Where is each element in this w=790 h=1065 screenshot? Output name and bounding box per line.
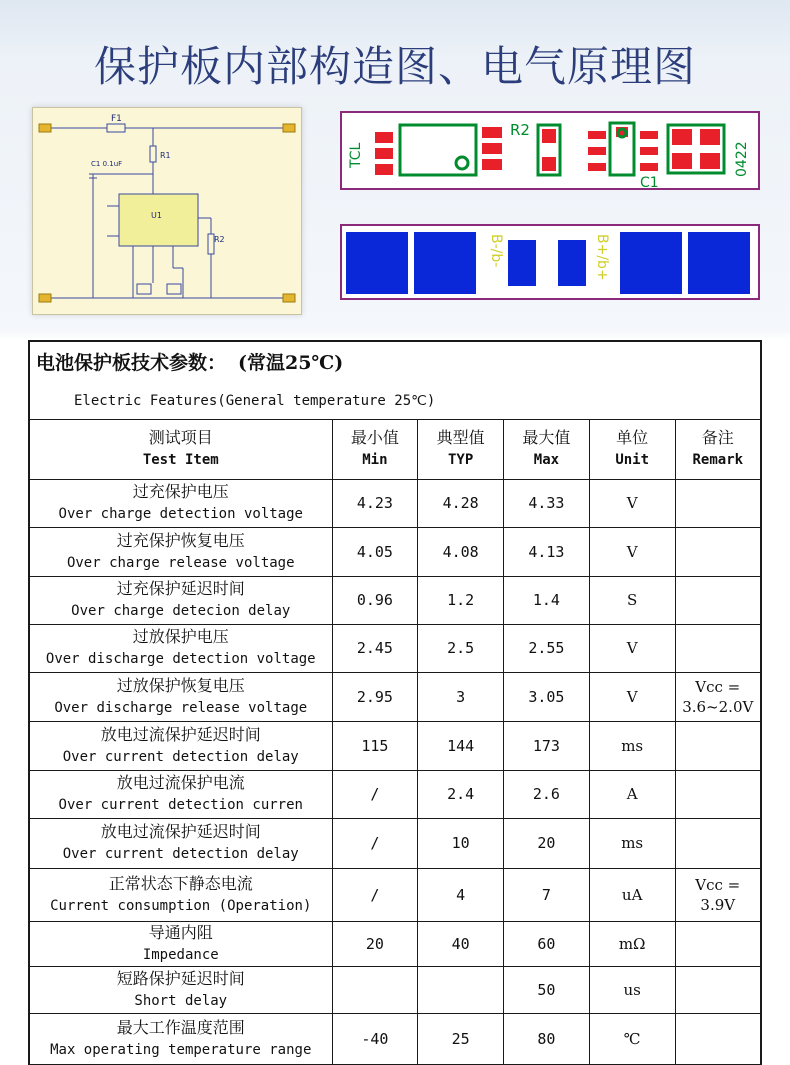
test-item-en: Over charge detection voltage [58, 506, 303, 522]
table-condition: (常温25℃) [238, 352, 344, 374]
test-item-cell [29, 818, 332, 868]
r2-pcb-label: R2 [510, 121, 530, 139]
test-item-en: Over charge detecion delay [71, 603, 291, 619]
table-row [29, 479, 761, 527]
table-row [29, 966, 761, 1013]
table-row [29, 576, 761, 624]
typ-value: 10 [418, 818, 504, 868]
test-item-cn: 正常状态下静态电流 [108, 873, 253, 893]
pcb-bottom-layout [340, 224, 760, 300]
min-value: / [332, 818, 418, 868]
column-header: 典型值 TYP [418, 419, 504, 479]
remark-line1: Vcc = [695, 875, 741, 894]
r2-label: R2 [214, 235, 225, 244]
test-item-cn: 短路保护延迟时间 [116, 968, 245, 988]
remark-line2: 3.9V [700, 895, 736, 914]
unit-value: us [589, 966, 675, 1013]
test-item-cell [29, 576, 332, 624]
column-header: 最大值 Max [504, 419, 590, 479]
test-item-cell [29, 672, 332, 721]
typ-value: 4.28 [418, 479, 504, 527]
unit-value: V [589, 624, 675, 672]
test-item-cell [29, 479, 332, 527]
column-header: 测试项目 Test Item [29, 419, 332, 479]
remark-cell [675, 818, 761, 868]
test-item-cell [29, 1013, 332, 1065]
test-item-cn: 过放保护恢复电压 [116, 675, 245, 695]
test-item-cell [29, 527, 332, 576]
table-row [29, 921, 761, 966]
test-item-cell [29, 966, 332, 1013]
max-value: 60 [504, 921, 590, 966]
remark-cell [675, 966, 761, 1013]
test-item-cell [29, 921, 332, 966]
min-value: 4.05 [332, 527, 418, 576]
typ-value: 4.08 [418, 527, 504, 576]
max-value: 80 [504, 1013, 590, 1065]
min-value: 2.45 [332, 624, 418, 672]
typ-value: 2.5 [418, 624, 504, 672]
typ-value: 2.4 [418, 770, 504, 818]
typ-value [418, 966, 504, 1013]
unit-value: V [589, 672, 675, 721]
min-value: 20 [332, 921, 418, 966]
test-item-cn: 过充保护恢复电压 [116, 530, 245, 550]
remark-cell [675, 527, 761, 576]
pcb-top-layout [340, 111, 760, 190]
min-value: 0.96 [332, 576, 418, 624]
unit-value: V [589, 479, 675, 527]
test-item-cell [29, 868, 332, 921]
typ-value: 3 [418, 672, 504, 721]
max-value: 20 [504, 818, 590, 868]
column-header-row [29, 419, 761, 479]
table-row [29, 1013, 761, 1065]
unit-value: ℃ [589, 1013, 675, 1065]
tcl-label: TCL [348, 142, 364, 168]
test-item-cn: 最大工作温度范围 [116, 1017, 245, 1037]
max-value: 1.4 [504, 576, 590, 624]
min-value: 115 [332, 721, 418, 770]
remark-cell [675, 868, 761, 921]
remark-cell [675, 479, 761, 527]
spec-table [28, 340, 762, 1065]
test-item-en: Over current detection delay [62, 748, 299, 765]
max-value: 2.55 [504, 624, 590, 672]
min-value: -40 [332, 1013, 418, 1065]
remark-cell [675, 770, 761, 818]
unit-value: S [589, 576, 675, 624]
test-item-cell [29, 770, 332, 818]
test-item-en: Over discharge release voltage [54, 699, 308, 716]
unit-value: ms [589, 818, 675, 868]
test-item-cell [29, 721, 332, 770]
unit-value: mΩ [589, 921, 675, 966]
typ-value: 4 [418, 868, 504, 921]
max-value: 50 [504, 966, 590, 1013]
table-title-en: Electric Features(General temperature 25℃) [74, 393, 436, 410]
remark-cell [675, 624, 761, 672]
circuit-schematic [32, 107, 302, 315]
test-item-en: Over current detection delay [62, 846, 299, 862]
max-value: 7 [504, 868, 590, 921]
table-header [29, 341, 761, 381]
table-row [29, 527, 761, 576]
min-value: 4.23 [332, 479, 418, 527]
max-value: 173 [504, 721, 590, 770]
remark-cell [675, 672, 761, 721]
unit-value: ms [589, 721, 675, 770]
test-item-en: Current consumption (Operation) [50, 897, 312, 914]
remark-line2: 3.6~2.0V [682, 697, 754, 716]
remark-cell [675, 1013, 761, 1065]
remark-line1: Vcc = [695, 677, 741, 696]
table-row [29, 672, 761, 721]
b-minus-label: B-/b- [488, 234, 504, 268]
min-value: / [332, 868, 418, 921]
remark-cell [675, 721, 761, 770]
c1-label: C1 0.1uF [91, 160, 123, 168]
max-value: 2.6 [504, 770, 590, 818]
max-value: 4.13 [504, 527, 590, 576]
typ-value: 1.2 [418, 576, 504, 624]
remark-cell [675, 921, 761, 966]
fuse-label: F1 [111, 114, 122, 124]
test-item-cn: 放电过流保护延迟时间 [100, 724, 261, 744]
table-row [29, 721, 761, 770]
u1-label: U1 [151, 211, 162, 220]
typ-value: 144 [418, 721, 504, 770]
column-header: 单位 Unit [589, 419, 675, 479]
test-item-cell [29, 624, 332, 672]
typ-value: 40 [418, 921, 504, 966]
test-item-cn: 放电过流保护电流 [116, 773, 245, 792]
max-value: 4.33 [504, 479, 590, 527]
test-item-cn: 过放保护电压 [132, 627, 229, 646]
board-code-label: 0422 [734, 141, 750, 177]
table-row [29, 868, 761, 921]
min-value: 2.95 [332, 672, 418, 721]
table-row [29, 818, 761, 868]
table-subheader [29, 381, 761, 419]
test-item-en: Short delay [134, 992, 228, 1009]
test-item-en: Over discharge detection voltage [45, 651, 316, 667]
unit-value: V [589, 527, 675, 576]
b-plus-label: B+/b+ [594, 234, 610, 281]
unit-value: uA [589, 868, 675, 921]
r1-label: R1 [160, 151, 171, 160]
column-header: 备注 Remark [675, 419, 761, 479]
unit-value: A [589, 770, 675, 818]
test-item-en: Impedance [142, 946, 219, 963]
test-item-cn: 放电过流保护延迟时间 [100, 822, 261, 841]
min-value [332, 966, 418, 1013]
test-item-en: Max operating temperature range [50, 1041, 312, 1058]
max-value: 3.05 [504, 672, 590, 721]
table-row [29, 770, 761, 818]
typ-value: 25 [418, 1013, 504, 1065]
test-item-cn: 过充保护电压 [132, 482, 229, 501]
remark-cell [675, 576, 761, 624]
c1-pcb-label: C1 [640, 175, 659, 188]
min-value: / [332, 770, 418, 818]
column-header: 最小值 Min [332, 419, 418, 479]
test-item-cn: 过充保护延迟时间 [116, 579, 245, 598]
test-item-cn: 导通内阻 [148, 922, 213, 942]
test-item-en: Over current detection curren [58, 797, 303, 813]
test-item-en: Over charge release voltage [66, 554, 295, 571]
table-title: 电池保护板技术参数： [36, 352, 227, 374]
table-row [29, 624, 761, 672]
page-title: 保护板内部构造图、电气原理图 [93, 42, 696, 91]
